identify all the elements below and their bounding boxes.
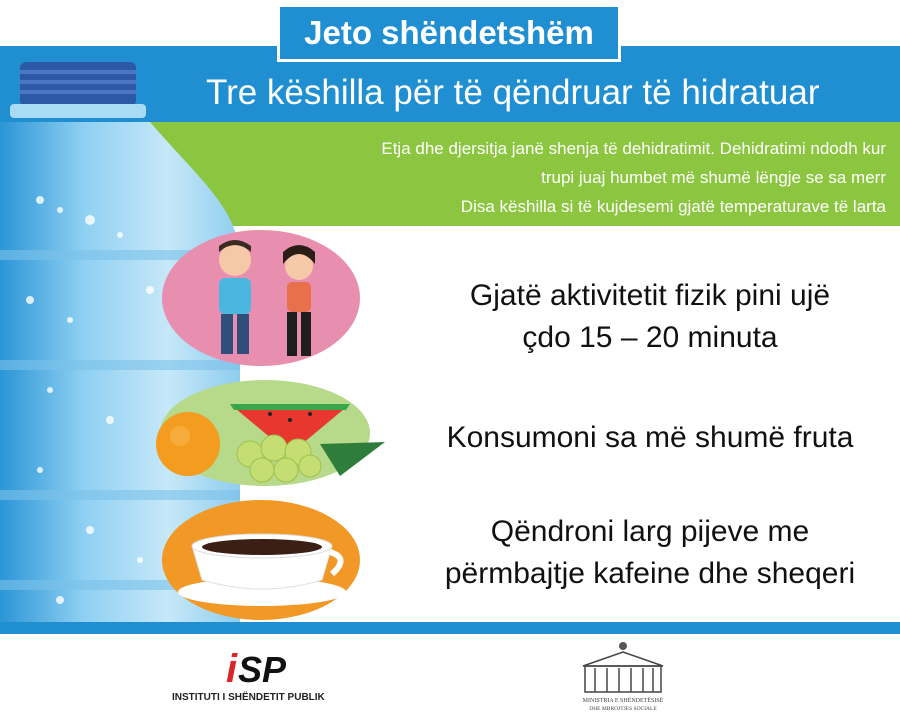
tip-activity-line: çdo 15 – 20 minuta	[522, 321, 778, 354]
isp-logo-caption: INSTITUTI I SHËNDETIT PUBLIK	[172, 692, 325, 703]
footer	[0, 634, 900, 720]
tip-coffee	[400, 511, 900, 595]
ministry-building-logo-icon	[563, 640, 683, 716]
tip-coffee-line: përmbajtje kafeine dhe sheqeri	[444, 557, 856, 590]
tip-activity-line: Gjatë aktivitetit fizik pini ujë	[469, 279, 831, 312]
title-box	[277, 4, 621, 62]
runners-icon	[195, 238, 345, 374]
svg-text:i: i	[226, 647, 238, 691]
tip-fruit-line: Konsumoni sa më shumë fruta	[446, 421, 854, 454]
intro-line: Etja dhe djersitja janë shenja të dehidratimit. Dehidratimi ndodh kur	[381, 139, 886, 158]
intro-text	[186, 134, 886, 221]
svg-text:SP: SP	[238, 649, 287, 690]
svg-text:MINISTRIA E SHËNDETËSISË: MINISTRIA E SHËNDETËSISË	[582, 698, 664, 704]
tip-coffee-line: Qëndroni larg pijeve me	[490, 515, 810, 548]
tip-activity	[400, 275, 900, 359]
svg-text:DHE MBROJTJES SOCIALE: DHE MBROJTJES SOCIALE	[589, 706, 657, 712]
intro-line: Disa këshilla si të kujdesemi gjatë temperaturave të larta	[460, 197, 886, 216]
page-subtitle: Tre këshilla për të qëndruar të hidratuar	[206, 73, 820, 112]
page-title: Jeto shëndetshëm	[280, 7, 618, 59]
fruit-plate-icon	[150, 384, 390, 484]
tip-fruit	[400, 417, 900, 459]
intro-line: trupi juaj humbet më shumë lëngje se sa merr	[541, 168, 886, 187]
coffee-cup-icon	[172, 518, 352, 608]
